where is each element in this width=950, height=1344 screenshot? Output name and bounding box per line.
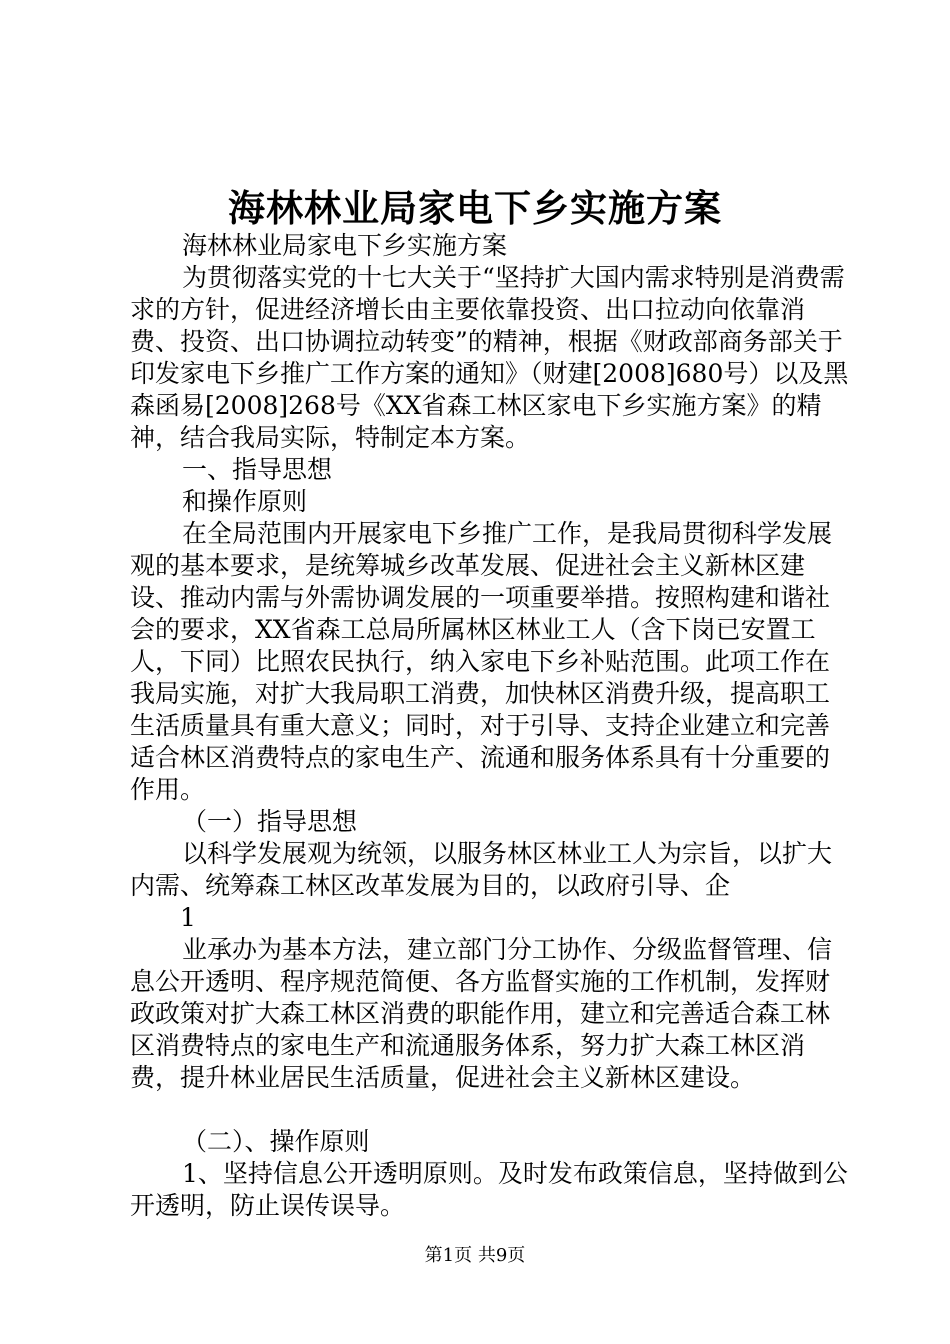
subtitle-paragraph: 海林林业局家电下乡实施方案 xyxy=(182,231,508,260)
intro-paragraph: 为贯彻落实党的十七大关于“坚持扩大国内需求特别是消费需求的方针，促进经济增长由主要依靠投资、出口拉动向依靠消费、投资、出口协调拉动转变”的精神，根据《财政部商务部关于印发家电下乡推广工作方案的通知》（财建[2008]680号）以及黑森函易[2008]268号《XX省森工林区家电下乡实施方案》的精神，结合我局实际，特制定本方案。 xyxy=(130,263,849,452)
document-body xyxy=(130,230,850,1222)
blank-line xyxy=(130,1094,850,1126)
section-heading-guiding-thought: 一、指导思想 xyxy=(182,455,333,484)
body-paragraph: 1、坚持信息公开透明原则。及时发布政策信息，坚持做到公开透明，防止误传误导。 xyxy=(130,1159,848,1220)
body-paragraph: 以科学发展观为统领，以服务林区林业工人为宗旨，以扩大内需、统筹森工林区改革发展为目的，以政府引导、企 xyxy=(130,839,833,900)
body-paragraph: 在全局范围内开展家电下乡推广工作，是我局贯彻科学发展观的基本要求，是统筹城乡改革发展、促进社会主义新林区建设、推动内需与外需协调发展的一项重要举措。按照构建和谐社会的要求，XX省森工总局所属林区林业工人（含下岗已安置工人，下同）比照农民执行，纳入家电下乡补贴范围。此项工作在我局实施，对扩大我局职工消费，加快林区消费升级，提高职工生活质量具有重大意义；同时，对于引导、支持企业建立和完善适合林区消费特点的家电生产、流通和服务体系具有十分重要的作用。 xyxy=(130,519,833,804)
subsection-heading-guiding-thought: （一）指导思想 xyxy=(182,807,358,836)
page-footer: 第1页 共9页 xyxy=(424,1245,526,1266)
body-paragraph: 业承办为基本方法，建立部门分工协作、分级监督管理、信息公开透明、程序规范简便、各方监督实施的工作机制，发挥财政政策对扩大森工林区消费的职能作用，建立和完善适合森工林区消费特点的家电生产和流通服务体系，努力扩大森工林区消费，提升林业居民生活质量，促进社会主义新林区建设。 xyxy=(130,935,833,1092)
subsection-heading-principles: （二）、操作原则 xyxy=(182,1127,370,1156)
section-heading-continuation: 和操作原则 xyxy=(182,487,308,516)
inline-page-number: 1 xyxy=(180,903,196,932)
document-title: 海林林业局家电下乡实施方案 xyxy=(228,186,722,230)
